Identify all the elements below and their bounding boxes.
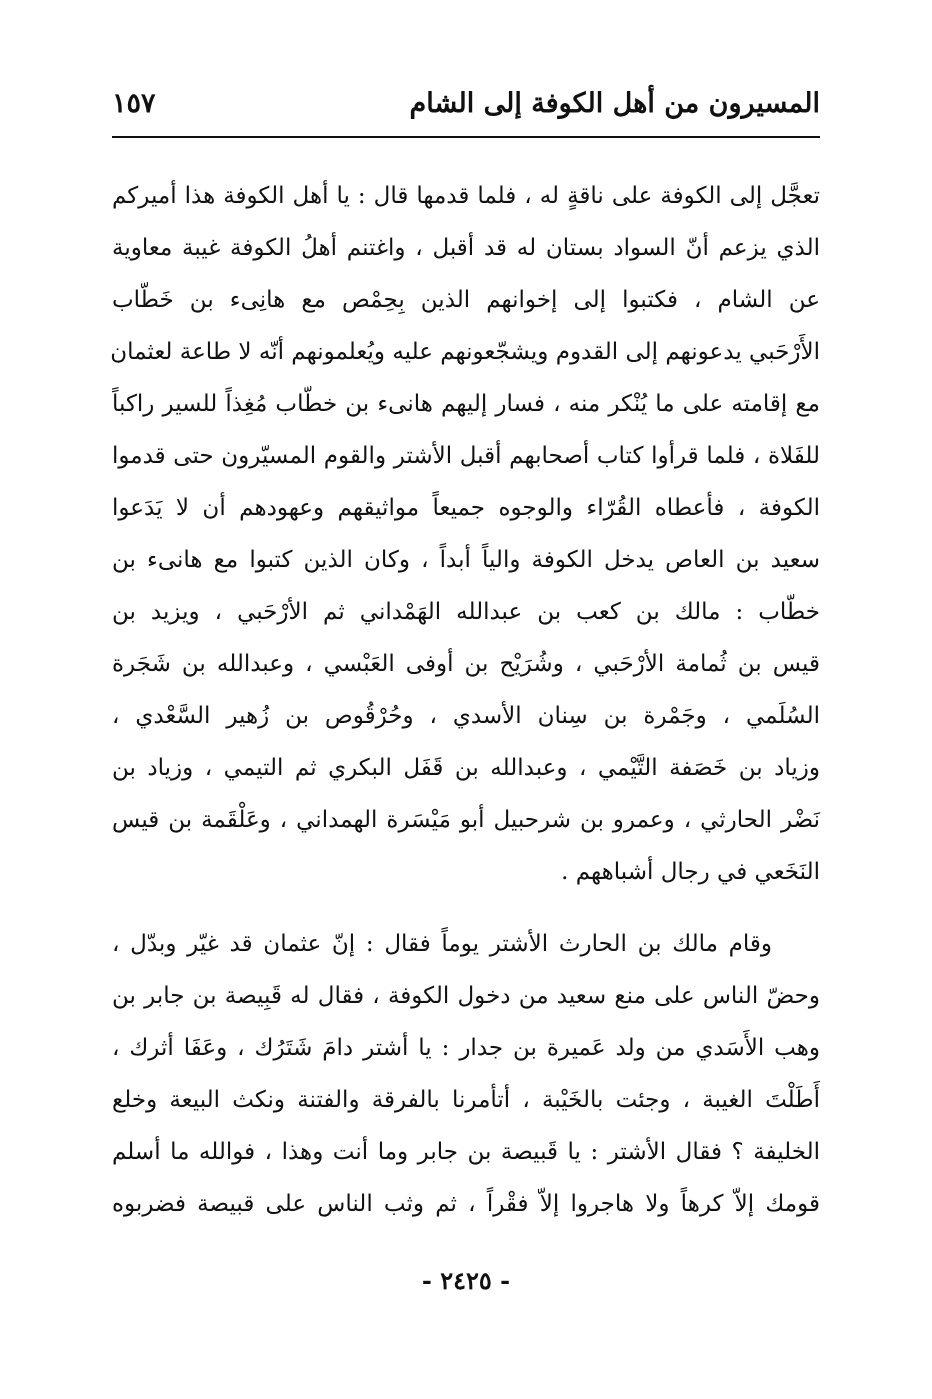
text-line: عن الشام ، فكتبوا إلى إخوانهم الذين بِحِمْص مع هانِىء بن خَطّاب [112,287,820,313]
body-text [112,170,820,1230]
page-number-top: ١٥٧ [112,88,156,119]
paragraph-2 [112,918,820,1230]
text-line: قومك إلاّ كرهاً ولا هاجروا إلاّ فقْراً ، ثم وثب الناس على قبيصة فضربوه [112,1191,820,1217]
paragraph-1 [112,170,820,898]
text-line: وزياد بن خَصَفة التَّيْمي ، وعبدالله بن قَفَل البكري ثم التيمي ، وزياد بن [112,755,820,781]
running-title: المسيرون من أهل الكوفة إلى الشام [409,88,820,119]
text-line: وهب الأَسَدي من ولد عَميرة بن جدار : يا أشتر دامَ شَتَرُك ، وعَفَا أثرك ، [112,1035,820,1061]
text-line: الأَرْحَبي يدعونهم إلى القدوم ويشجّعونهم عليه ويُعلمونهم أنّه لا طاعة لعثمان [110,339,820,365]
text-line: خطّاب : مالك بن كعب بن عبدالله الهَمْداني ثم الأرْحَبي ، ويزيد بن [112,599,820,625]
text-line: أَطَلْتَ الغيبة ، وجئت بالخَيْبة ، أتأمرنا بالفرقة والفتنة ونكث البيعة وخلع [112,1087,820,1113]
text-line: نَضْر الحارثي ، وعمرو بن شرحبيل أبو مَيْسَرة الهمداني ، وعَلْقَمة بن قيس [112,807,820,833]
paragraph-gap [112,898,820,918]
page-number-bottom: - ٢٤٢٥ - [421,1266,511,1295]
header-rule [112,136,820,138]
text-line: وقام مالك بن الحارث الأشتر يوماً فقال : إنّ عثمان قد غيّر وبدّل ، [112,931,772,957]
text-line: الخليفة ؟ فقال الأشتر : يا قَبيصة بن جابر وما أنت وهذا ، فوالله ما أسلم [112,1139,820,1165]
text-line: الذي يزعم أنّ السواد بستان له قد أقبل ، واغتنم أهلُ الكوفة غيبة معاوية [112,235,820,261]
text-line: مع إقامته على ما يُنْكر منه ، فسار إليهم هانىء بن خطّاب مُغِذاً للسير راكباً [112,391,820,417]
text-line: الكوفة ، فأعطاه القُرّاء والوجوه جميعاً مواثيقهم وعهودهم أن لا يَدَعوا [112,495,820,521]
text-line: تعجَّل إلى الكوفة على ناقةٍ له ، فلما قدمها قال : يا أهل الكوفة هذا أميركم [112,183,820,209]
text-line: للفَلاة ، فلما قرأوا كتاب أصحابهم أقبل الأشتر والقوم المسيّرون حتى قدموا [112,443,820,469]
text-line: وحضّ الناس على منع سعيد من دخول الكوفة ، فقال له قَبِيصة بن جابر بن [112,983,820,1009]
text-line: النَخَعي في رجال أشباههم . [561,859,820,885]
text-line: سعيد بن العاص يدخل الكوفة والياً أبداً ، وكان الذين كتبوا مع هانىء بن [112,547,820,573]
running-header [112,82,820,132]
text-line: قيس بن ثُمامة الأرْحَبي ، وشُرَيْح بن أوفى العَبْسي ، وعبدالله بن شَجَرة [112,651,820,677]
text-line: السُلَمي ، وجَمْرة بن سِنان الأسدي ، وحُرْقُوص بن زُهير السَّعْدي ، [112,703,820,729]
